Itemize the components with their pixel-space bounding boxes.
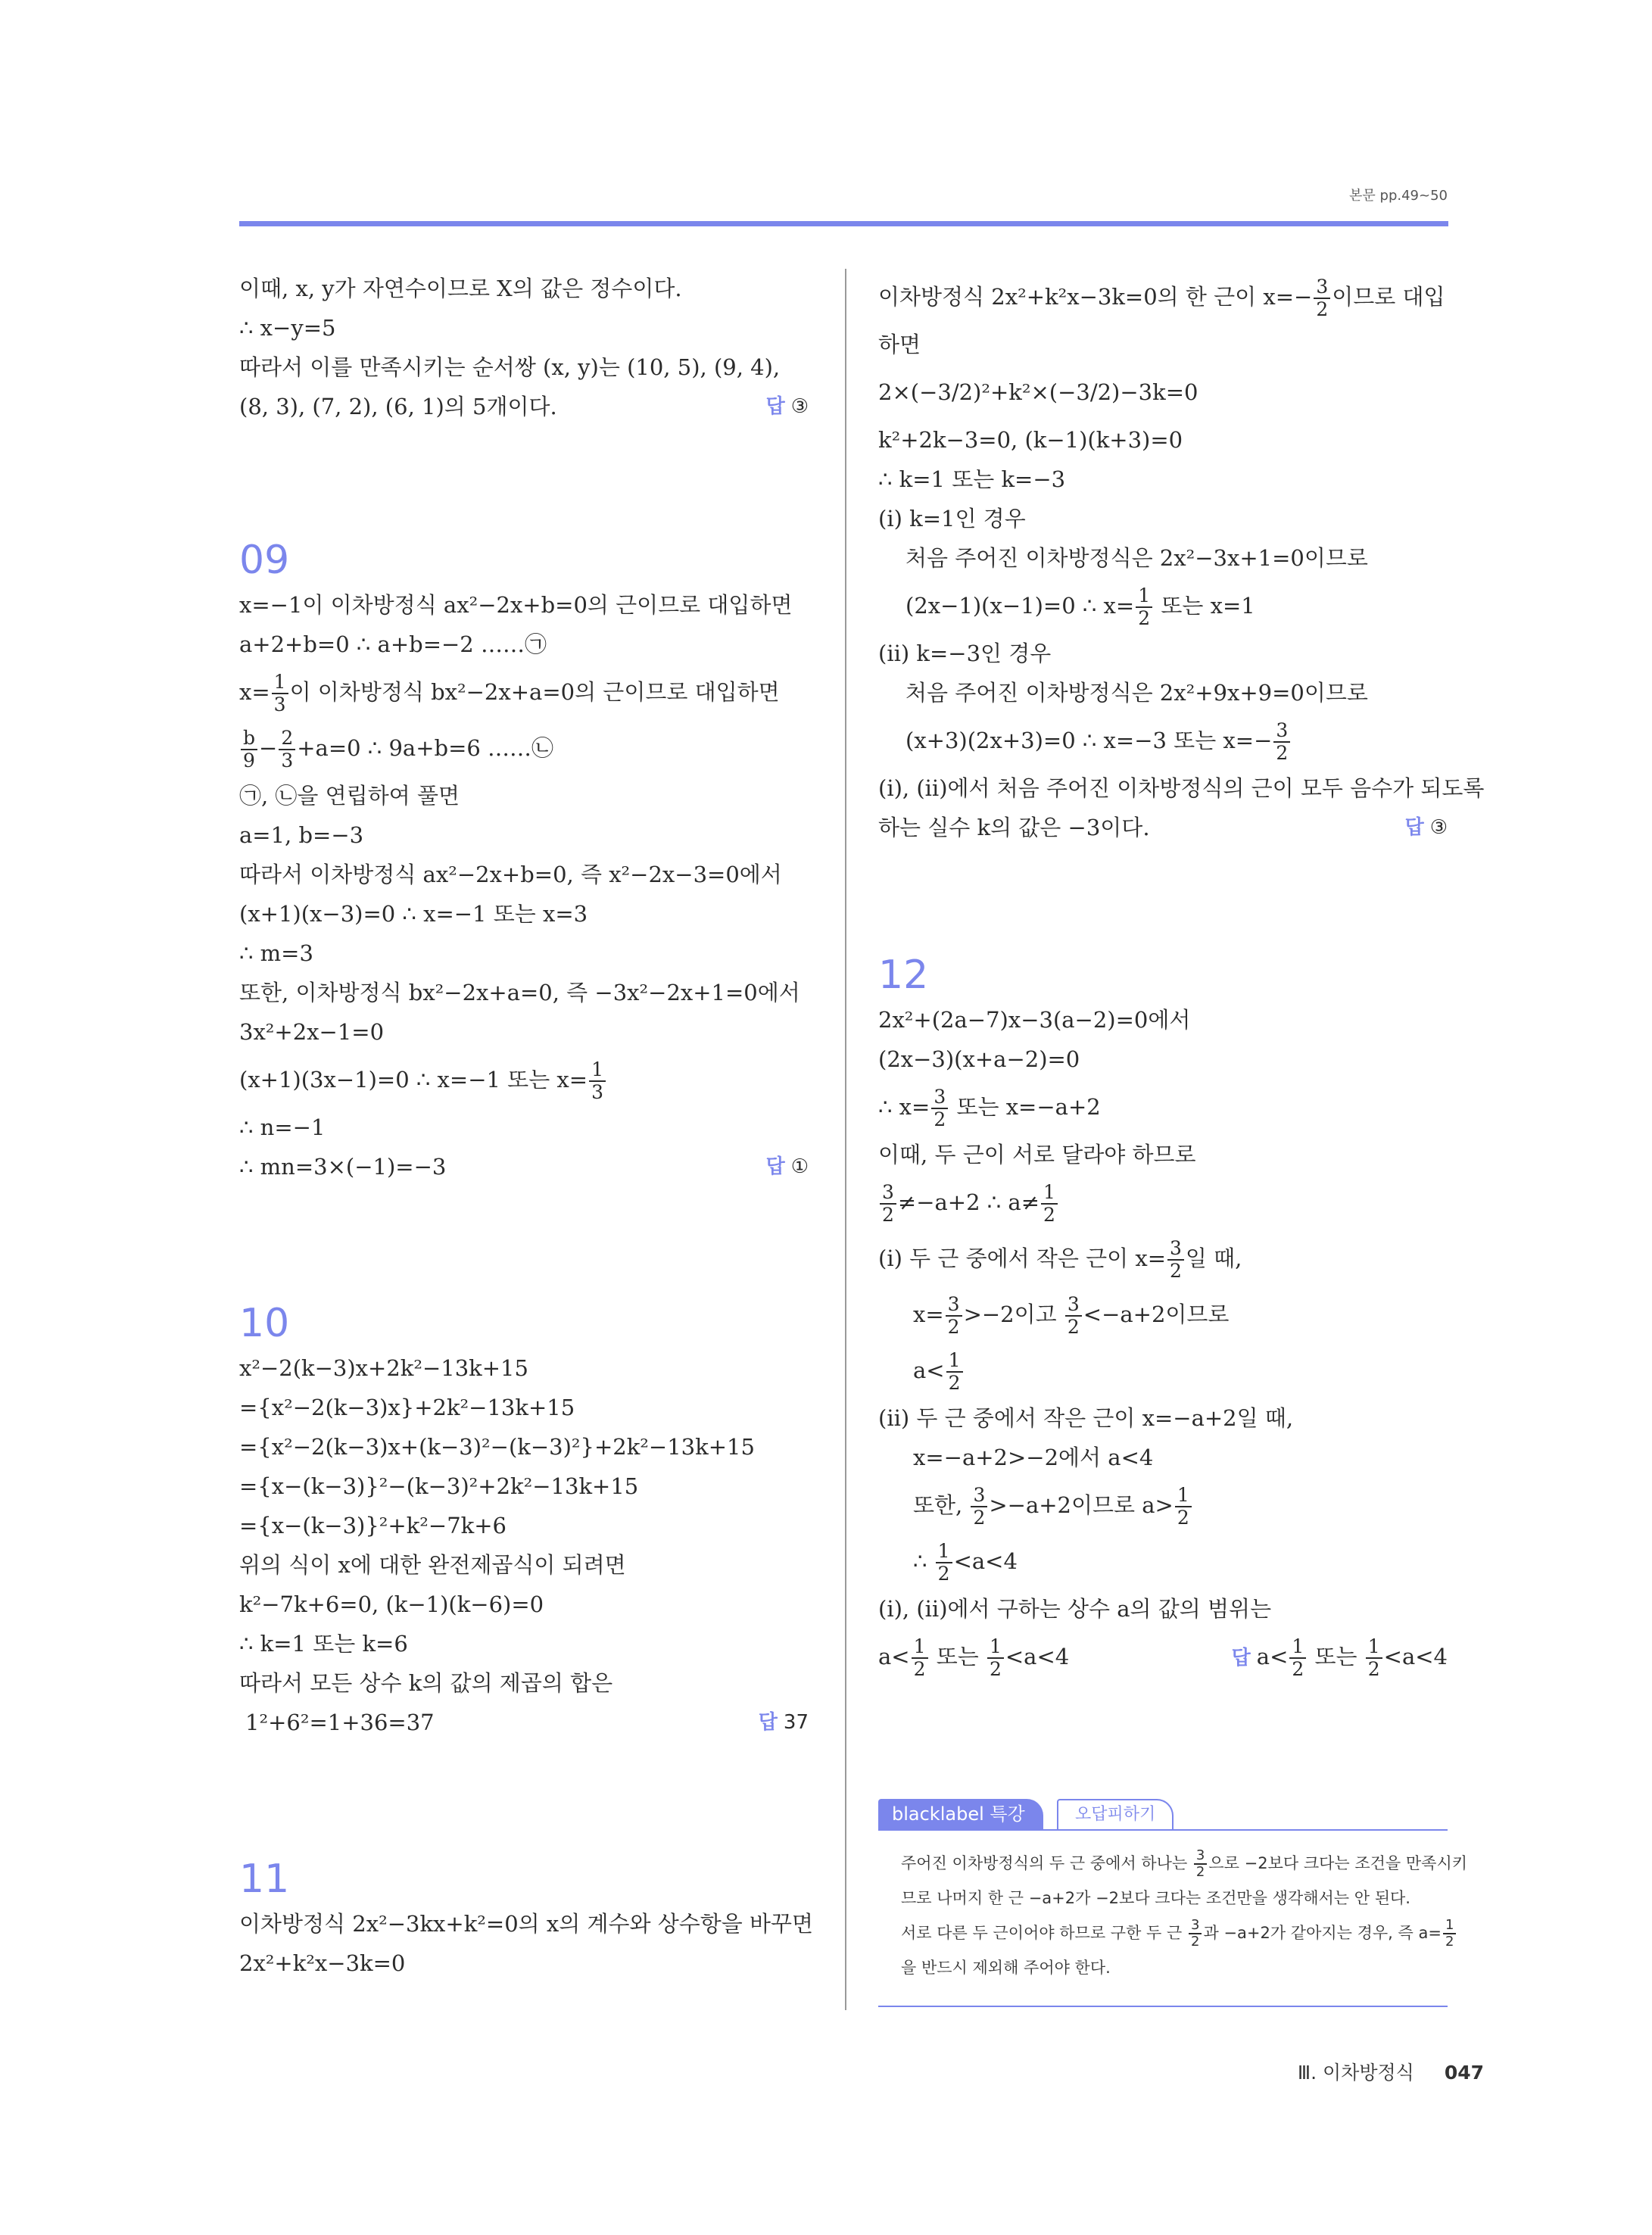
- numerator: 1: [272, 672, 288, 694]
- text-line: x=−a+2>−2에서 a<4: [913, 1445, 1154, 1470]
- denominator: 2: [934, 1108, 946, 1130]
- text-line: 이차방정식 2x²−3kx+k²=0의 x의 계수와 상수항을 바꾸면: [239, 1911, 814, 1937]
- numerator: 3: [931, 1086, 948, 1109]
- text-line: 2×(−3/2)²+k²×(−3/2)−3k=0: [878, 379, 1198, 405]
- numerator: b: [241, 728, 257, 750]
- text-segment: (x+1)(3x−1)=0 ∴ x=−1 또는 x=: [239, 1067, 588, 1093]
- denominator: 2: [1170, 1260, 1182, 1282]
- fraction: [279, 728, 295, 771]
- text-segment: a<: [878, 1644, 910, 1669]
- denominator: 3: [273, 694, 286, 715]
- text-segment: 또는 x=−a+2: [949, 1094, 1101, 1120]
- answer-09: [766, 1147, 809, 1186]
- text-line: 므로 나머지 한 근 −a+2가 −2보다 크다는 조건만을 생각해서는 안 된다.: [901, 1889, 1410, 1907]
- denominator: 9: [243, 750, 255, 771]
- numerator: 3: [1314, 276, 1330, 299]
- fraction: [1175, 1485, 1192, 1529]
- text-line: [878, 578, 1448, 634]
- text-segment: a<: [1256, 1644, 1289, 1669]
- text-segment: +a=0 ∴ 9a+b=6 ……㉡: [297, 735, 554, 761]
- text-line: k²−7k+6=0, (k−1)(k−6)=0: [239, 1591, 544, 1617]
- text-segment: (2x−1)(x−1)=0 ∴ x=: [905, 593, 1135, 619]
- text-line: x²−2(k−3)x+2k²−13k+15: [239, 1355, 528, 1381]
- fraction: [241, 728, 257, 771]
- text-line: 또한, 이차방정식 bx²−2x+a=0, 즉 −3x²−2x+1=0에서: [239, 980, 800, 1005]
- denominator: 2: [989, 1658, 1002, 1680]
- text-line: 2x²+k²x−3k=0: [239, 1950, 406, 1976]
- text-line: (ⅰ) k=1인 경우: [878, 506, 1026, 531]
- answer-11: [1405, 808, 1448, 847]
- text-segment: x=: [239, 679, 270, 705]
- denominator: 2: [1445, 1934, 1454, 1950]
- numerator: 1: [1041, 1182, 1058, 1205]
- denominator: 2: [1177, 1507, 1189, 1529]
- numerator: 1: [946, 1350, 963, 1373]
- page-number: 047: [1444, 2062, 1484, 2084]
- text-line-content: ∴ mn=3×(−1)=−3: [239, 1154, 447, 1180]
- denominator: 2: [1195, 1864, 1205, 1880]
- denominator: 2: [1316, 298, 1329, 320]
- denominator: 2: [1367, 1658, 1380, 1680]
- numerator: 1: [912, 1636, 928, 1659]
- blacklabel-tab: blacklabel 특강: [878, 1799, 1043, 1829]
- text-line: (ⅰ), (ⅱ)에서 구하는 상수 a의 값의 범위는: [878, 1596, 1272, 1622]
- text-segment: >−2이고: [963, 1301, 1064, 1327]
- text-line: ={x²−2(k−3)x}+2k²−13k+15: [239, 1395, 575, 1420]
- fraction: [1289, 1636, 1306, 1680]
- mistake-avoid-tab: 오답피하기: [1057, 1799, 1174, 1829]
- answer-value: ①: [790, 1155, 809, 1178]
- text-segment: 또는 x=1: [1154, 593, 1255, 619]
- denominator: 2: [1190, 1934, 1200, 1950]
- blacklabel-bottom-rule: [878, 2006, 1448, 2007]
- text-line: (ⅱ) 두 근 중에서 작은 근이 x=−a+2일 때,: [878, 1405, 1294, 1431]
- text-line: (2x−3)(x+a−2)=0: [878, 1046, 1080, 1072]
- answer-value: ③: [1429, 816, 1448, 839]
- text-line: 처음 주어진 이차방정식은 2x²+9x+9=0이므로: [905, 680, 1368, 706]
- numerator: 1: [1443, 1918, 1456, 1934]
- answer-label: 답: [1231, 1647, 1251, 1669]
- text-line: ∴ k=1 또는 k=6: [239, 1631, 408, 1657]
- text-line-content: [878, 1635, 1070, 1680]
- denominator: 2: [913, 1658, 926, 1680]
- text-line: [239, 720, 809, 776]
- denominator: 2: [1292, 1658, 1304, 1680]
- text-line: ={x²−2(k−3)x+(k−3)²−(k−3)²}+2k²−13k+15: [239, 1434, 755, 1460]
- text-segment: a<: [913, 1358, 945, 1383]
- text-line: [878, 1286, 1448, 1342]
- fraction: [987, 1636, 1004, 1680]
- text-segment: ∴ x=: [878, 1094, 930, 1120]
- text-line: [878, 1629, 1448, 1685]
- fraction: [880, 1182, 896, 1226]
- text-line: [239, 1703, 809, 1742]
- fraction: [1136, 585, 1152, 629]
- text-segment: <a<4: [1005, 1644, 1070, 1669]
- answer-label: 답: [1404, 816, 1424, 839]
- answer-08: [766, 387, 809, 426]
- text-segment: (ⅰ) 두 근 중에서 작은 근이 x=: [878, 1245, 1166, 1271]
- text-line: (ⅱ) k=−3인 경우: [878, 641, 1052, 666]
- denominator: 3: [281, 750, 294, 771]
- numerator: 3: [946, 1294, 962, 1317]
- text-segment: >−a+2이므로 a>: [989, 1492, 1174, 1518]
- text-line: k²+2k−3=0, (k−1)(k+3)=0: [878, 427, 1183, 453]
- denominator: 2: [937, 1563, 950, 1585]
- text-line: [901, 1915, 1454, 1950]
- text-line-content: 하는 실수 k의 값은 −3이다.: [878, 815, 1150, 840]
- text-line: ={x−(k−3)}²−(k−3)²+2k²−13k+15: [239, 1473, 639, 1499]
- numerator: 1: [1136, 585, 1152, 608]
- text-line: 따라서 이차방정식 ax²−2x+b=0, 즉 x²−2x−3=0에서: [239, 862, 782, 887]
- text-line: a=1, b=−3: [239, 822, 364, 848]
- answer-10: [759, 1703, 809, 1742]
- text-line: ∴ m=3: [239, 940, 313, 966]
- fraction: [1065, 1294, 1082, 1338]
- text-line: 3x²+2x−1=0: [239, 1019, 385, 1045]
- answer-value: 37: [783, 1711, 809, 1734]
- text-line: (x+1)(x−3)=0 ∴ x=−1 또는 x=3: [239, 901, 588, 927]
- blacklabel-body: [901, 1846, 1468, 1985]
- text-line-content: 1²+6²=1+36=37: [245, 1710, 435, 1735]
- blacklabel-box: [878, 1799, 1468, 2007]
- text-line: [239, 664, 809, 720]
- denominator: 2: [1276, 742, 1289, 764]
- numerator: 3: [1167, 1238, 1184, 1261]
- page-reference: 본문 pp.49~50: [1349, 188, 1448, 204]
- fraction: [946, 1350, 963, 1394]
- answer-label: 답: [758, 1711, 778, 1734]
- fraction: [1273, 720, 1290, 764]
- text-segment: 또한,: [913, 1492, 970, 1518]
- text-segment: 이차방정식 2x²+k²x−3k=0의 한 근이 x=−: [878, 284, 1313, 310]
- text-line: 하면: [878, 332, 921, 357]
- numerator: 1: [936, 1541, 952, 1563]
- text-line: [901, 1846, 1468, 1881]
- numerator: 3: [1273, 720, 1290, 743]
- text-line: 이때, x, y가 자연수이므로 X의 값은 정수이다.: [239, 276, 682, 301]
- problem-number-09: 09: [239, 538, 290, 583]
- denominator: 2: [882, 1204, 894, 1226]
- text-line: 따라서 모든 상수 k의 값의 제곱의 합은: [239, 1670, 613, 1696]
- text-line: (ⅰ), (ⅱ)에서 처음 주어진 이차방정식의 근이 모두 음수가 되도록: [878, 775, 1485, 801]
- fraction: [1366, 1636, 1382, 1680]
- denominator: 2: [1043, 1204, 1055, 1226]
- numerator: 1: [987, 1636, 1004, 1659]
- fraction: [272, 672, 288, 715]
- text-line: 위의 식이 x에 대한 완전제곱식이 되려면: [239, 1552, 626, 1578]
- text-segment: <a<4: [1383, 1644, 1448, 1669]
- header-rule: [239, 221, 1448, 226]
- text-segment: 서로 다른 두 근이어야 하므로 구한 두 근: [901, 1924, 1187, 1942]
- text-line: [878, 1079, 1448, 1135]
- text-line: a+2+b=0 ∴ a+b=−2 ……㉠: [239, 631, 547, 657]
- problem-number-11: 11: [239, 1856, 290, 1902]
- text-segment: x=: [913, 1301, 944, 1327]
- text-segment: ∴: [913, 1548, 934, 1574]
- text-segment: 또는: [1308, 1644, 1364, 1669]
- column-divider: [845, 269, 846, 2010]
- fraction: [931, 1086, 948, 1130]
- problem-number-10: 10: [239, 1301, 290, 1346]
- numerator: 3: [880, 1182, 896, 1205]
- fraction: [1167, 1238, 1184, 1282]
- text-line: 처음 주어진 이차방정식은 2x²−3x+1=0이므로: [905, 545, 1368, 571]
- text-segment: 일 때,: [1185, 1245, 1242, 1271]
- text-segment: ≠−a+2 ∴ a≠: [897, 1189, 1040, 1215]
- answer-label: 답: [765, 1155, 785, 1178]
- text-segment: <a<4: [953, 1548, 1018, 1574]
- fraction: [1314, 276, 1330, 320]
- text-line: ={x−(k−3)}²+k²−7k+6: [239, 1513, 507, 1538]
- text-line: [878, 1533, 1448, 1589]
- right-column: [878, 269, 1485, 1685]
- numerator: 2: [279, 728, 295, 750]
- numerator: 1: [1366, 1636, 1382, 1659]
- text-segment: 으로 −2보다 크다는 조건을 만족시키: [1208, 1854, 1468, 1872]
- fraction: [589, 1059, 606, 1103]
- text-segment: <−a+2이므로: [1083, 1301, 1230, 1327]
- fraction: [971, 1485, 987, 1529]
- numerator: 1: [589, 1059, 606, 1082]
- text-line: [878, 1174, 1448, 1230]
- numerator: 1: [1175, 1485, 1192, 1507]
- left-column: [239, 269, 814, 1983]
- text-line: [878, 1477, 1448, 1533]
- denominator: 2: [973, 1507, 986, 1529]
- text-segment: 과 −a+2가 같아지는 경우, 즉 a=: [1203, 1924, 1442, 1942]
- numerator: 3: [1189, 1918, 1202, 1934]
- text-segment: 또는: [929, 1644, 986, 1669]
- numerator: 3: [971, 1485, 987, 1507]
- text-line: ∴ n=−1: [239, 1114, 326, 1140]
- answer-12: [1232, 1629, 1448, 1686]
- numerator: 3: [1194, 1848, 1207, 1865]
- blacklabel-top-rule: [878, 1829, 1448, 1831]
- denominator: 2: [1067, 1316, 1080, 1338]
- denominator: 3: [591, 1081, 603, 1103]
- text-line: 따라서 이를 만족시키는 순서쌍 (x, y)는 (10, 5), (9, 4),: [239, 354, 781, 380]
- text-segment: −: [259, 735, 278, 761]
- text-segment: 주어진 이차방정식의 두 근 중에서 하나는: [901, 1854, 1192, 1872]
- text-line: [878, 1230, 1448, 1286]
- fraction: [912, 1636, 928, 1680]
- numerator: 3: [1065, 1294, 1082, 1317]
- text-line: [239, 387, 809, 426]
- text-line: [239, 1052, 809, 1108]
- answer-value: ③: [790, 395, 809, 418]
- answer-label: 답: [765, 395, 785, 418]
- text-line: x=−1이 이차방정식 ax²−2x+b=0의 근이므로 대입하면: [239, 592, 793, 618]
- text-segment: (x+3)(2x+3)=0 ∴ x=−3 또는 x=−: [905, 728, 1273, 753]
- fraction: [946, 1294, 962, 1338]
- fraction: [1443, 1918, 1456, 1950]
- numerator: 1: [1289, 1636, 1306, 1659]
- denominator: 2: [948, 1372, 961, 1394]
- text-line: [878, 269, 1448, 325]
- text-line: 을 반드시 제외해 주어야 한다.: [901, 1959, 1111, 1977]
- denominator: 2: [1138, 607, 1151, 629]
- text-line-content: (8, 3), (7, 2), (6, 1)의 5개이다.: [239, 394, 557, 419]
- problem-number-12: 12: [878, 952, 929, 998]
- text-segment: 이므로 대입: [1332, 284, 1445, 310]
- blacklabel-tabs: [878, 1799, 1448, 1829]
- text-line: ㉠, ㉡을 연립하여 풀면: [239, 783, 460, 809]
- denominator: 2: [947, 1316, 960, 1338]
- text-line: ∴ k=1 또는 k=−3: [878, 466, 1066, 492]
- text-line: 이때, 두 근이 서로 달라야 하므로: [878, 1142, 1196, 1167]
- text-line: [878, 808, 1448, 847]
- text-line: [878, 712, 1448, 768]
- fraction: [1189, 1918, 1202, 1950]
- text-segment: 이 이차방정식 bx²−2x+a=0의 근이므로 대입하면: [289, 679, 780, 705]
- text-line: 2x²+(2a−7)x−3(a−2)=0에서: [878, 1007, 1191, 1033]
- chapter-title: Ⅲ. 이차방정식: [1297, 2062, 1414, 2084]
- text-line: [239, 1147, 809, 1186]
- fraction: [936, 1541, 952, 1585]
- text-line: [878, 1342, 1448, 1398]
- text-line: ∴ x−y=5: [239, 315, 336, 341]
- fraction: [1041, 1182, 1058, 1226]
- fraction: [1194, 1848, 1207, 1880]
- page-footer: [1211, 2058, 1484, 2085]
